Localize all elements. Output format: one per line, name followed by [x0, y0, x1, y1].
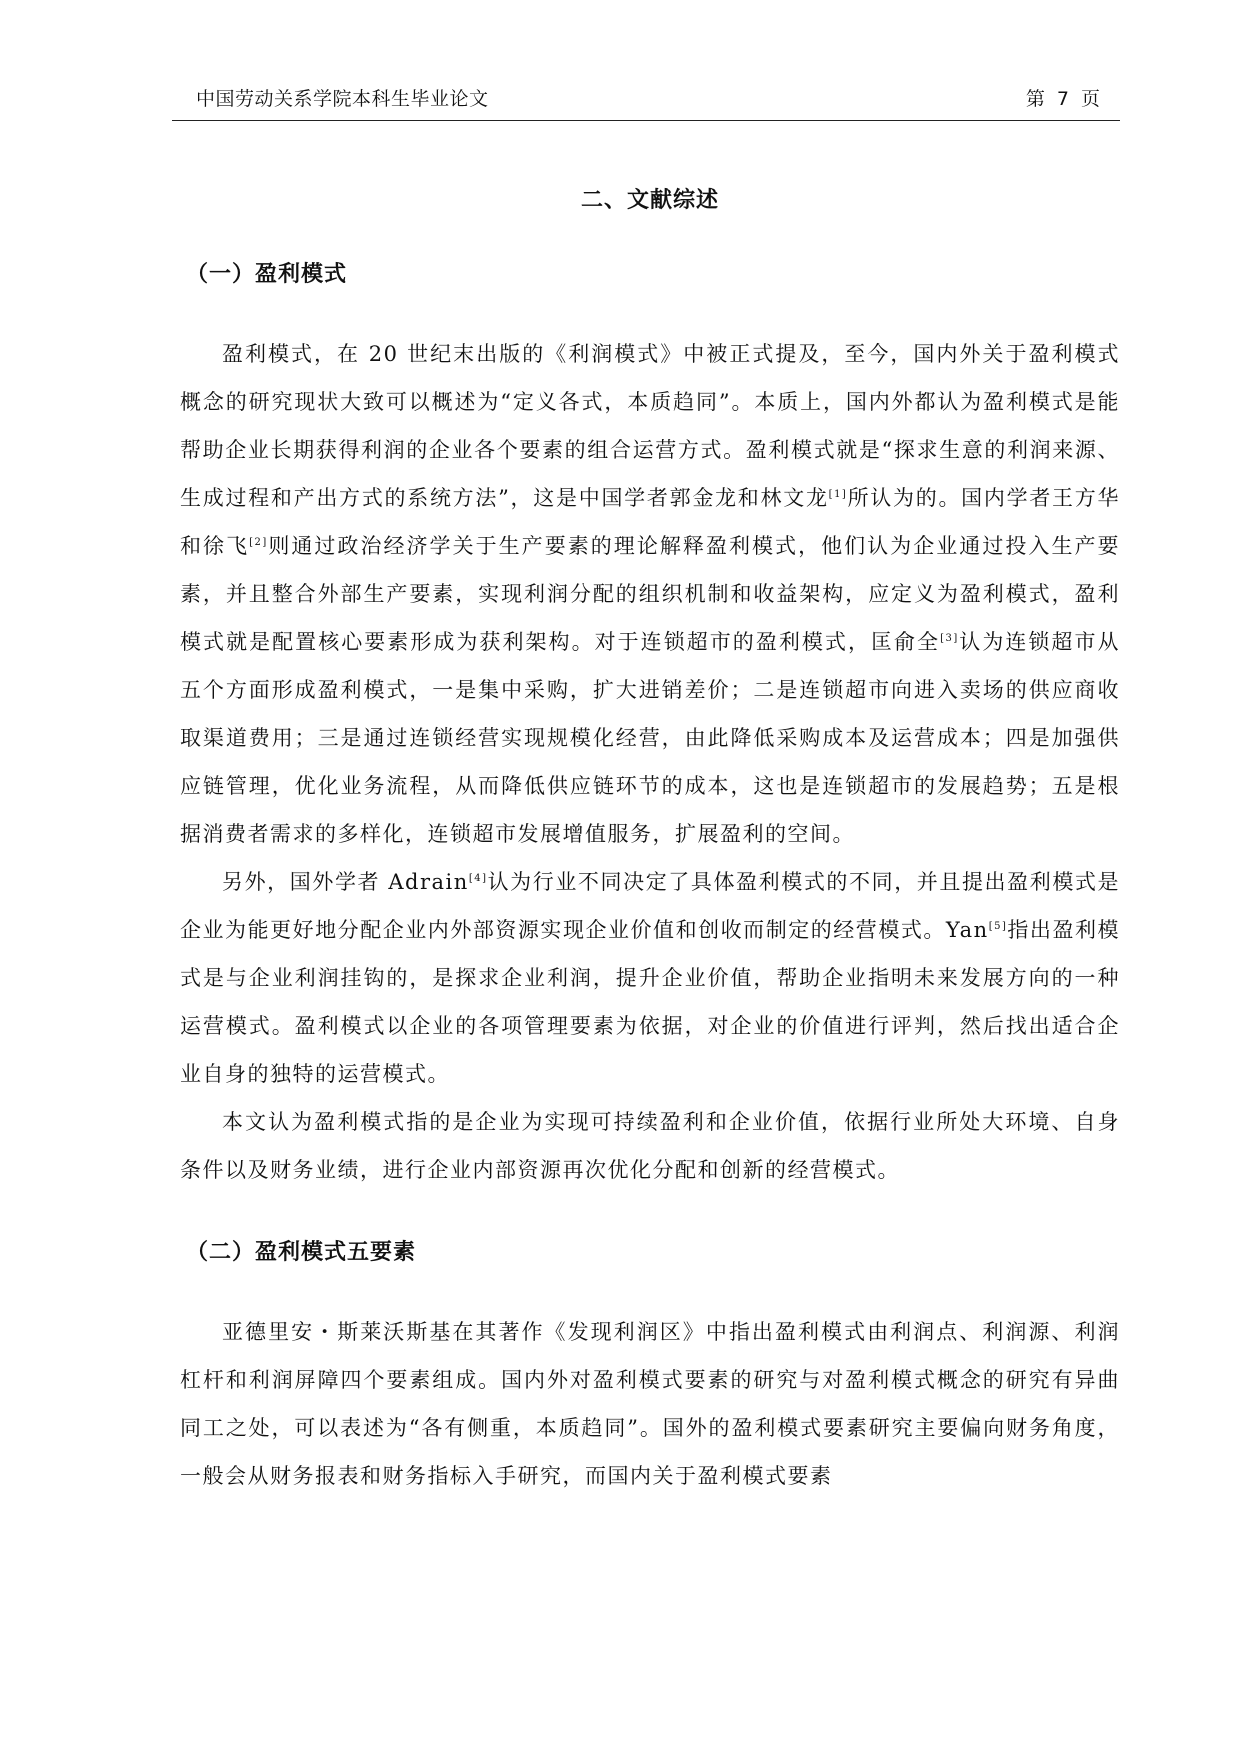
- paragraph: [180, 1098, 1120, 1194]
- paragraph: [180, 1308, 1120, 1500]
- paragraph-text: 另外，国外学者 Adrain: [222, 870, 469, 894]
- section-title-1: （一）盈利模式: [186, 262, 348, 287]
- header-page-number: 第 7 页: [1025, 88, 1100, 110]
- document-body: [180, 180, 1120, 1500]
- citation-marker: [3]: [940, 633, 959, 644]
- chapter-title: 二、文献综述: [580, 188, 719, 213]
- section-title-2: （二）盈利模式五要素: [186, 1240, 417, 1265]
- paragraph-text: 所认为的。国内学者王方华和徐飞: [180, 486, 1121, 558]
- citation-marker: [4]: [468, 873, 488, 884]
- paragraph-text: 本文认为盈利模式指的是企业为实现可持续盈利和企业价值，依据行业所处大环境、自身条件以及财务业绩，进行企业内部资源再次优化分配和创新的经营模式。: [180, 1110, 1120, 1182]
- paragraph: [180, 858, 1120, 1098]
- paragraph-text: 认为行业不同决定了具体盈利模式的不同，并且提出盈利模式是企业为能更好地分配企业内外部资源实现企业价值和创收而制定的经营模式。Yan: [180, 870, 1120, 942]
- paragraph: [180, 330, 1120, 858]
- page-header: [172, 86, 1120, 121]
- paragraph-text: 盈利模式，在 20 世纪末出版的《利润模式》中被正式提及，至今，国内外关于盈利模式概念的研究现状大致可以概述为“定义各式，本质趋同”。本质上，国内外都认为盈利模式是能帮助企业长期获得利润的企业各个要素的组合运营方式。盈利模式就是“探求生意的利润来源、生成过程和产出方式的系统方法”，这是中国学者郭金龙和林文龙: [180, 342, 1120, 510]
- citation-marker: [2]: [249, 537, 268, 548]
- citation-marker: [1]: [828, 489, 848, 500]
- paragraph-text: 亚德里安・斯莱沃斯基在其著作《发现利润区》中指出盈利模式由利润点、利润源、利润杠杆和利润屏障四个要素组成。国内外对盈利模式要素的研究与对盈利模式概念的研究有异曲同工之处，可以表述为“各有侧重，本质趋同”。国外的盈利模式要素研究主要偏向财务角度，一般会从财务报表和财务指标入手研究，而国内关于盈利模式要素: [180, 1320, 1120, 1488]
- paragraph-text: 指出盈利模式是与企业利润挂钩的，是探求企业利润，提升企业价值，帮助企业指明未来发展方向的一种运营模式。盈利模式以企业的各项管理要素为依据，对企业的价值进行评判，然后找出适合企业自身的独特的运营模式。: [180, 918, 1120, 1086]
- citation-marker: [5]: [988, 921, 1008, 932]
- paragraph-text: 认为连锁超市从五个方面形成盈利模式，一是集中采购，扩大进销差价；二是连锁超市向进入卖场的供应商收取渠道费用；三是通过连锁经营实现规模化经营，由此降低采购成本及运营成本；四是加强供应链管理，优化业务流程，从而降低供应链环节的成本，这也是连锁超市的发展趋势；五是根据消费者需求的多样化，连锁超市发展增值服务，扩展盈利的空间。: [180, 630, 1120, 846]
- header-thesis-title: 中国劳动关系学院本科生毕业论文: [196, 88, 489, 110]
- paragraph-text: 则通过政治经济学关于生产要素的理论解释盈利模式，他们认为企业通过投入生产要素，并且整合外部生产要素，实现利润分配的组织机制和收益架构，应定义为盈利模式，盈利模式就是配置核心要素形成为获利架构。对于连锁超市的盈利模式，匡俞全: [180, 534, 1121, 654]
